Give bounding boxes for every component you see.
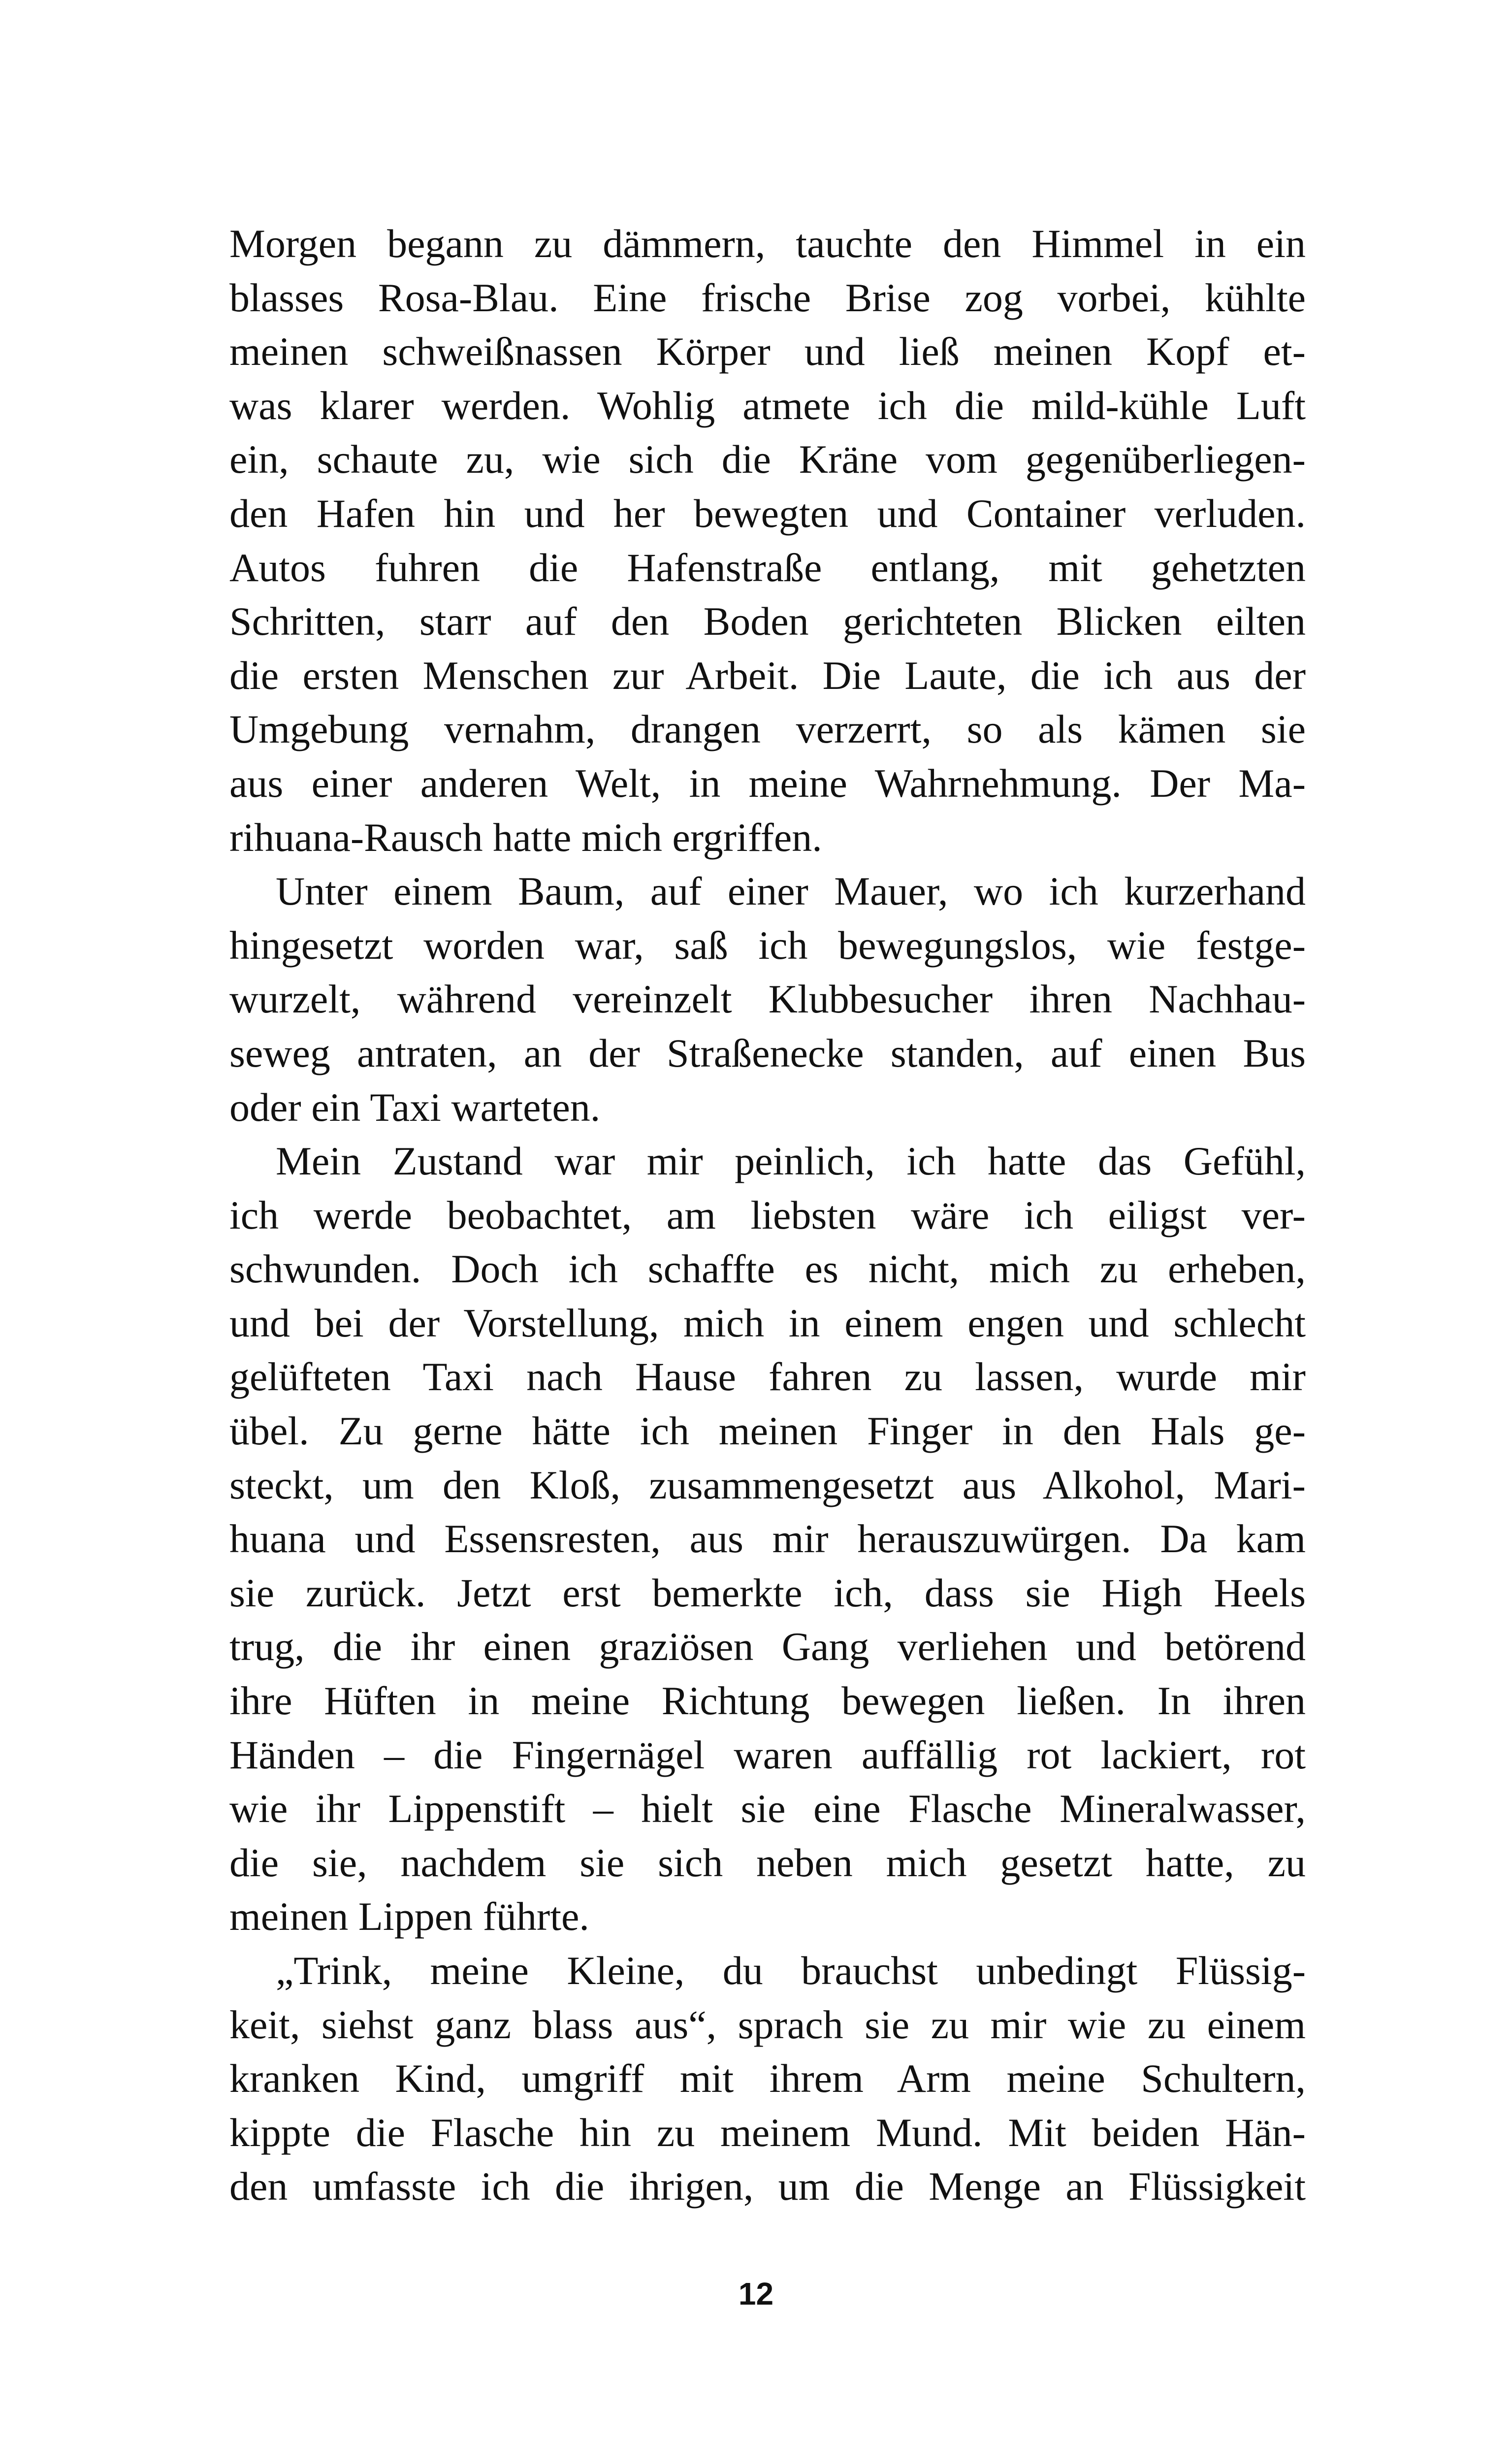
text-line: keit, siehst ganz blass aus“, sprach sie zu mir wie zu einem	[229, 2002, 1306, 2047]
text-line: was klarer werden. Wohlig atmete ich die mild-kühle Luft	[229, 383, 1306, 428]
text-line: wurzelt, während vereinzelt Klubbesucher ihren Nachhau-	[229, 977, 1306, 1022]
text-line: ihre Hüften in meine Richtung bewegen ließen. In ihren	[229, 1678, 1306, 1724]
text-line: kranken Kind, umgriff mit ihrem Arm meine Schultern,	[229, 2056, 1306, 2101]
text-line: rihuana-Rausch hatte mich ergriffen.	[229, 814, 822, 860]
text-line: Mein Zustand war mir peinlich, ich hatte das Gefühl,	[276, 1139, 1306, 1184]
text-line: sie zurück. Jetzt erst bemerkte ich, dass sie High Heels	[229, 1570, 1306, 1615]
text-line: steckt, um den Kloß, zusammengesetzt aus Alkohol, Mari-	[229, 1462, 1306, 1507]
page-number: 12	[738, 2276, 774, 2312]
text-line: Autos fuhren die Hafenstraße entlang, mit gehetzten	[229, 545, 1306, 590]
text-line: meinen schweißnassen Körper und ließ meinen Kopf et-	[229, 329, 1306, 374]
body-text	[229, 217, 1306, 2214]
text-line: blasses Rosa-Blau. Eine frische Brise zog vorbei, kühlte	[229, 275, 1306, 320]
text-line: hingesetzt worden war, saß ich bewegungslos, wie festge-	[229, 922, 1306, 968]
text-line: Unter einem Baum, auf einer Mauer, wo ich kurzerhand	[276, 869, 1306, 914]
text-line: aus einer anderen Welt, in meine Wahrnehmung. Der Ma-	[229, 760, 1306, 806]
text-line: Morgen begann zu dämmern, tauchte den Himmel in ein	[229, 221, 1306, 266]
text-line: ich werde beobachtet, am liebsten wäre ich eiligst ver-	[229, 1192, 1306, 1238]
text-line: wie ihr Lippenstift – hielt sie eine Flasche Mineralwasser,	[229, 1786, 1306, 1831]
text-line: Schritten, starr auf den Boden gerichteten Blicken eilten	[229, 599, 1306, 644]
text-line: meinen Lippen führte.	[229, 1894, 589, 1939]
text-line: ein, schaute zu, wie sich die Kräne vom gegenüberliegen-	[229, 437, 1306, 482]
text-line: „Trink, meine Kleine, du brauchst unbedingt Flüssig-	[276, 1948, 1306, 1993]
text-line: die sie, nachdem sie sich neben mich gesetzt hatte, zu	[229, 1840, 1306, 1885]
text-line: gelüfteten Taxi nach Hause fahren zu lassen, wurde mir	[229, 1354, 1306, 1400]
text-line: Händen – die Fingernägel waren auffällig rot lackiert, rot	[229, 1732, 1306, 1777]
text-line: seweg antraten, an der Straßenecke standen, auf einen Bus	[229, 1030, 1306, 1075]
text-line: den umfasste ich die ihrigen, um die Menge an Flüssigkeit	[229, 2164, 1306, 2209]
text-line: kippte die Flasche hin zu meinem Mund. Mit beiden Hän-	[229, 2110, 1306, 2155]
text-line: die ersten Menschen zur Arbeit. Die Laute, die ich aus der	[229, 652, 1306, 698]
text-line: trug, die ihr einen graziösen Gang verliehen und betörend	[229, 1624, 1306, 1669]
text-line: den Hafen hin und her bewegten und Container verluden.	[229, 490, 1306, 536]
text-line: übel. Zu gerne hätte ich meinen Finger in den Hals ge-	[229, 1408, 1306, 1454]
text-line: Umgebung vernahm, drangen verzerrt, so als kämen sie	[229, 707, 1306, 752]
text-line: und bei der Vorstellung, mich in einem engen und schlecht	[229, 1300, 1306, 1345]
text-line: schwunden. Doch ich schaffte es nicht, mich zu erheben,	[229, 1246, 1306, 1292]
text-line: huana und Essensresten, aus mir herauszuwürgen. Da kam	[229, 1516, 1306, 1562]
text-line: oder ein Taxi warteten.	[229, 1084, 601, 1130]
